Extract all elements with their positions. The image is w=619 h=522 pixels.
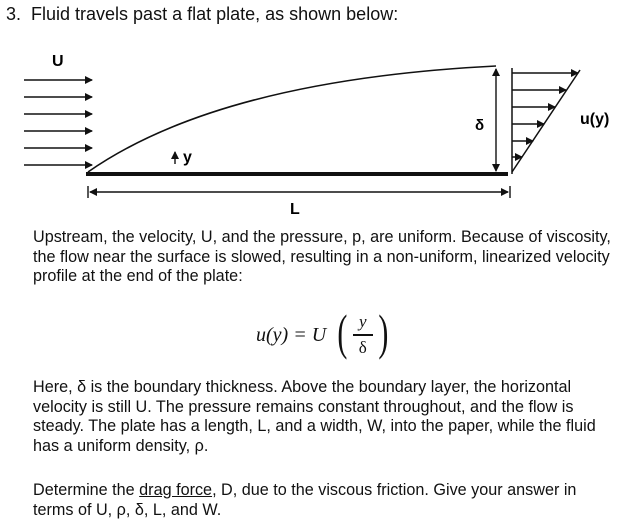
question-before: Determine the: [33, 481, 140, 499]
equation-lhs: u(y) = U: [256, 323, 327, 346]
question-after: , D, due to the viscous friction. Give your answer in terms of U, ρ, δ, L, and W.: [33, 481, 577, 519]
problem-title-text: Fluid travels past a flat plate, as shown below:: [31, 4, 399, 24]
label-L: L: [290, 201, 300, 218]
profile-line: [512, 70, 580, 172]
label-delta: δ: [475, 117, 485, 134]
label-uy: u(y): [580, 111, 610, 128]
label-U: U: [52, 53, 64, 70]
left-paren: (: [337, 304, 348, 360]
length-dimension: [88, 186, 510, 198]
boundary-layer-edge: [88, 66, 496, 172]
fraction: [353, 312, 373, 357]
paragraph-question: [33, 481, 613, 520]
fraction-numerator: y: [359, 312, 367, 332]
paragraph-upstream: Upstream, the velocity, U, and the pressure, p, are uniform. Because of viscosity, the flow near the surface is slowed, resulting in a non-uniform, linearized velocity profile at the end of the plate:: [33, 228, 611, 285]
velocity-profile: [512, 68, 580, 174]
right-paren: ): [378, 304, 389, 360]
label-y: y: [183, 149, 192, 166]
fraction-denominator: δ: [358, 337, 367, 357]
velocity-equation: [256, 305, 391, 365]
flat-plate-diagram: [0, 0, 619, 225]
paragraph-description: Here, δ is the boundary thickness. Above the boundary layer, the horizontal velocity is still U. The pressure remains constant throughout, and the flow is steady. The plate has a length, L, and a width, W, into the paper, while the fluid has a uniform density, ρ.: [33, 378, 596, 455]
problem-number: 3.: [6, 4, 22, 24]
drag-force-link[interactable]: drag force: [139, 481, 213, 499]
upstream-velocity-arrows: [24, 80, 92, 165]
